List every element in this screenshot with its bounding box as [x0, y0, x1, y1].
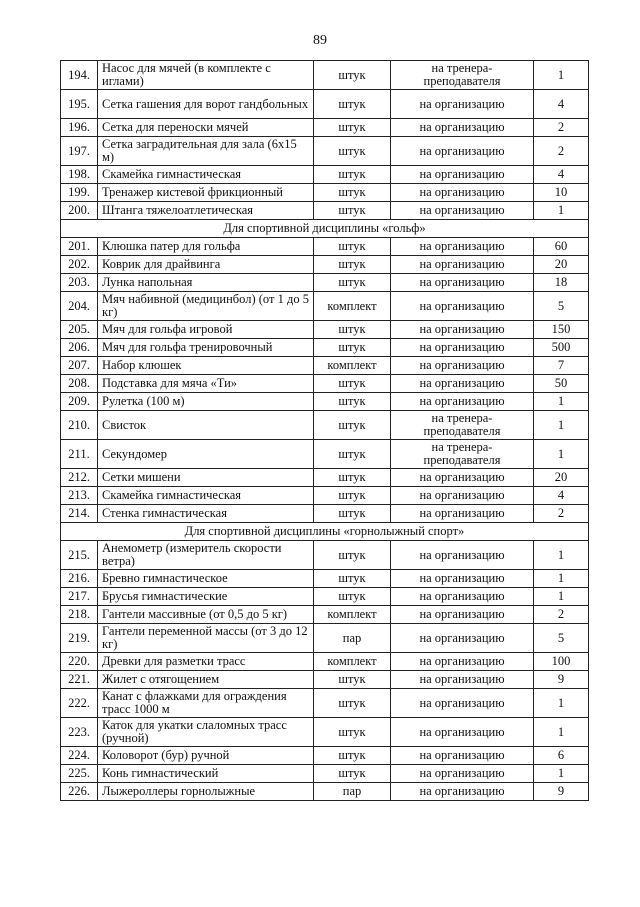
unit-of-measure: штук	[314, 487, 391, 505]
calculation-unit: на организацию	[391, 487, 534, 505]
quantity: 4	[534, 487, 589, 505]
calculation-unit: на организацию	[391, 606, 534, 624]
unit-of-measure: штук	[314, 119, 391, 137]
table-row	[61, 61, 589, 90]
quantity: 4	[534, 166, 589, 184]
unit-of-measure: штук	[314, 256, 391, 274]
unit-of-measure: штук	[314, 689, 391, 718]
quantity: 1	[534, 393, 589, 411]
row-number: 218.	[61, 606, 98, 624]
table-row	[61, 765, 589, 783]
calculation-unit: на тренера-преподавателя	[391, 61, 534, 90]
calculation-unit: на организацию	[391, 166, 534, 184]
item-name: Стенка гимнастическая	[98, 505, 314, 523]
table-row	[61, 469, 589, 487]
calculation-unit: на организацию	[391, 653, 534, 671]
quantity: 7	[534, 357, 589, 375]
row-number: 224.	[61, 747, 98, 765]
calculation-unit: на организацию	[391, 202, 534, 220]
unit-of-measure: комплект	[314, 606, 391, 624]
calculation-unit: на организацию	[391, 357, 534, 375]
item-name: Коловорот (бур) ручной	[98, 747, 314, 765]
unit-of-measure: штук	[314, 541, 391, 570]
quantity: 2	[534, 137, 589, 166]
item-name: Скамейка гимнастическая	[98, 166, 314, 184]
unit-of-measure: комплект	[314, 653, 391, 671]
calculation-unit: на организацию	[391, 624, 534, 653]
item-name: Свисток	[98, 411, 314, 440]
unit-of-measure: штук	[314, 321, 391, 339]
item-name: Скамейка гимнастическая	[98, 487, 314, 505]
unit-of-measure: штук	[314, 411, 391, 440]
section-heading: Для спортивной дисциплины «гольф»	[61, 220, 589, 238]
table-row	[61, 671, 589, 689]
row-number: 201.	[61, 238, 98, 256]
calculation-unit: на организацию	[391, 119, 534, 137]
row-number: 197.	[61, 137, 98, 166]
quantity: 1	[534, 440, 589, 469]
table-row	[61, 292, 589, 321]
item-name: Насос для мячей (в комплекте с иглами)	[98, 61, 314, 90]
unit-of-measure: штук	[314, 747, 391, 765]
quantity: 150	[534, 321, 589, 339]
item-name: Бревно гимнастическое	[98, 570, 314, 588]
unit-of-measure: штук	[314, 440, 391, 469]
unit-of-measure: комплект	[314, 292, 391, 321]
row-number: 198.	[61, 166, 98, 184]
row-number: 221.	[61, 671, 98, 689]
unit-of-measure: штук	[314, 570, 391, 588]
quantity: 9	[534, 783, 589, 801]
row-number: 213.	[61, 487, 98, 505]
calculation-unit: на организацию	[391, 541, 534, 570]
table-row	[61, 202, 589, 220]
row-number: 196.	[61, 119, 98, 137]
table-row	[61, 339, 589, 357]
row-number: 216.	[61, 570, 98, 588]
calculation-unit: на организацию	[391, 469, 534, 487]
section-heading-row	[61, 220, 589, 238]
table-row	[61, 606, 589, 624]
row-number: 203.	[61, 274, 98, 292]
row-number: 206.	[61, 339, 98, 357]
table-row	[61, 184, 589, 202]
item-name: Сетка заградительная для зала (6х15 м)	[98, 137, 314, 166]
quantity: 4	[534, 90, 589, 119]
row-number: 225.	[61, 765, 98, 783]
table-row	[61, 256, 589, 274]
unit-of-measure: штук	[314, 375, 391, 393]
quantity: 500	[534, 339, 589, 357]
quantity: 6	[534, 747, 589, 765]
row-number: 226.	[61, 783, 98, 801]
equipment-table	[60, 60, 589, 801]
item-name: Мяч для гольфа тренировочный	[98, 339, 314, 357]
unit-of-measure: штук	[314, 90, 391, 119]
unit-of-measure: комплект	[314, 357, 391, 375]
item-name: Подставка для мяча «Ти»	[98, 375, 314, 393]
calculation-unit: на организацию	[391, 505, 534, 523]
quantity: 5	[534, 624, 589, 653]
unit-of-measure: штук	[314, 718, 391, 747]
quantity: 100	[534, 653, 589, 671]
unit-of-measure: пар	[314, 624, 391, 653]
item-name: Каток для укатки слаломных трасс (ручной)	[98, 718, 314, 747]
item-name: Гантели массивные (от 0,5 до 5 кг)	[98, 606, 314, 624]
row-number: 202.	[61, 256, 98, 274]
table-row	[61, 783, 589, 801]
table-row	[61, 411, 589, 440]
unit-of-measure: штук	[314, 393, 391, 411]
row-number: 214.	[61, 505, 98, 523]
item-name: Штанга тяжелоатлетическая	[98, 202, 314, 220]
quantity: 10	[534, 184, 589, 202]
quantity: 1	[534, 411, 589, 440]
item-name: Жилет с отягощением	[98, 671, 314, 689]
item-name: Канат с флажками для ограждения трасс 1000 м	[98, 689, 314, 718]
item-name: Конь гимнастический	[98, 765, 314, 783]
calculation-unit: на организацию	[391, 765, 534, 783]
unit-of-measure: штук	[314, 238, 391, 256]
item-name: Секундомер	[98, 440, 314, 469]
unit-of-measure: пар	[314, 783, 391, 801]
calculation-unit: на организацию	[391, 238, 534, 256]
item-name: Брусья гимнастические	[98, 588, 314, 606]
calculation-unit: на организацию	[391, 783, 534, 801]
section-heading: Для спортивной дисциплины «горнолыжный спорт»	[61, 523, 589, 541]
equipment-table-body	[61, 61, 589, 801]
table-row	[61, 505, 589, 523]
unit-of-measure: штук	[314, 765, 391, 783]
calculation-unit: на тренера-преподавателя	[391, 440, 534, 469]
table-row	[61, 274, 589, 292]
table-row	[61, 238, 589, 256]
unit-of-measure: штук	[314, 166, 391, 184]
unit-of-measure: штук	[314, 339, 391, 357]
unit-of-measure: штук	[314, 588, 391, 606]
table-row	[61, 119, 589, 137]
table-row	[61, 321, 589, 339]
unit-of-measure: штук	[314, 184, 391, 202]
quantity: 1	[534, 689, 589, 718]
item-name: Гантели переменной массы (от 3 до 12 кг)	[98, 624, 314, 653]
table-row	[61, 166, 589, 184]
quantity: 2	[534, 505, 589, 523]
quantity: 18	[534, 274, 589, 292]
table-row	[61, 375, 589, 393]
quantity: 50	[534, 375, 589, 393]
table-row	[61, 357, 589, 375]
calculation-unit: на организацию	[391, 718, 534, 747]
item-name: Рулетка (100 м)	[98, 393, 314, 411]
quantity: 2	[534, 606, 589, 624]
quantity: 60	[534, 238, 589, 256]
row-number: 200.	[61, 202, 98, 220]
table-row	[61, 588, 589, 606]
unit-of-measure: штук	[314, 137, 391, 166]
calculation-unit: на тренера-преподавателя	[391, 411, 534, 440]
table-row	[61, 689, 589, 718]
table-row	[61, 541, 589, 570]
quantity: 1	[534, 61, 589, 90]
quantity: 1	[534, 570, 589, 588]
item-name: Набор клюшек	[98, 357, 314, 375]
row-number: 215.	[61, 541, 98, 570]
item-name: Сетка для переноски мячей	[98, 119, 314, 137]
calculation-unit: на организацию	[391, 393, 534, 411]
table-row	[61, 90, 589, 119]
row-number: 209.	[61, 393, 98, 411]
row-number: 223.	[61, 718, 98, 747]
item-name: Сетка гашения для ворот гандбольных	[98, 90, 314, 119]
row-number: 194.	[61, 61, 98, 90]
unit-of-measure: штук	[314, 505, 391, 523]
quantity: 5	[534, 292, 589, 321]
item-name: Мяч набивной (медицинбол) (от 1 до 5 кг)	[98, 292, 314, 321]
calculation-unit: на организацию	[391, 256, 534, 274]
table-row	[61, 440, 589, 469]
calculation-unit: на организацию	[391, 321, 534, 339]
row-number: 222.	[61, 689, 98, 718]
unit-of-measure: штук	[314, 61, 391, 90]
calculation-unit: на организацию	[391, 747, 534, 765]
item-name: Мяч для гольфа игровой	[98, 321, 314, 339]
row-number: 212.	[61, 469, 98, 487]
calculation-unit: на организацию	[391, 339, 534, 357]
calculation-unit: на организацию	[391, 292, 534, 321]
calculation-unit: на организацию	[391, 184, 534, 202]
row-number: 211.	[61, 440, 98, 469]
row-number: 199.	[61, 184, 98, 202]
table-row	[61, 137, 589, 166]
quantity: 1	[534, 541, 589, 570]
calculation-unit: на организацию	[391, 689, 534, 718]
table-row	[61, 718, 589, 747]
row-number: 195.	[61, 90, 98, 119]
unit-of-measure: штук	[314, 202, 391, 220]
quantity: 1	[534, 202, 589, 220]
quantity: 1	[534, 765, 589, 783]
quantity: 20	[534, 256, 589, 274]
quantity: 2	[534, 119, 589, 137]
unit-of-measure: штук	[314, 671, 391, 689]
table-row	[61, 653, 589, 671]
calculation-unit: на организацию	[391, 588, 534, 606]
item-name: Лунка напольная	[98, 274, 314, 292]
row-number: 217.	[61, 588, 98, 606]
table-row	[61, 487, 589, 505]
page-number: 89	[313, 33, 327, 48]
unit-of-measure: штук	[314, 274, 391, 292]
item-name: Тренажер кистевой фрикционный	[98, 184, 314, 202]
quantity: 9	[534, 671, 589, 689]
quantity: 1	[534, 588, 589, 606]
item-name: Клюшка патер для гольфа	[98, 238, 314, 256]
item-name: Лыжероллеры горнолыжные	[98, 783, 314, 801]
table-row	[61, 570, 589, 588]
calculation-unit: на организацию	[391, 274, 534, 292]
calculation-unit: на организацию	[391, 671, 534, 689]
unit-of-measure: штук	[314, 469, 391, 487]
item-name: Древки для разметки трасс	[98, 653, 314, 671]
item-name: Анемометр (измеритель скорости ветра)	[98, 541, 314, 570]
section-heading-row	[61, 523, 589, 541]
row-number: 205.	[61, 321, 98, 339]
calculation-unit: на организацию	[391, 90, 534, 119]
calculation-unit: на организацию	[391, 570, 534, 588]
table-row	[61, 747, 589, 765]
row-number: 208.	[61, 375, 98, 393]
calculation-unit: на организацию	[391, 375, 534, 393]
row-number: 219.	[61, 624, 98, 653]
row-number: 210.	[61, 411, 98, 440]
calculation-unit: на организацию	[391, 137, 534, 166]
row-number: 207.	[61, 357, 98, 375]
item-name: Коврик для драйвинга	[98, 256, 314, 274]
row-number: 220.	[61, 653, 98, 671]
quantity: 1	[534, 718, 589, 747]
row-number: 204.	[61, 292, 98, 321]
table-row	[61, 393, 589, 411]
quantity: 20	[534, 469, 589, 487]
item-name: Сетки мишени	[98, 469, 314, 487]
table-row	[61, 624, 589, 653]
